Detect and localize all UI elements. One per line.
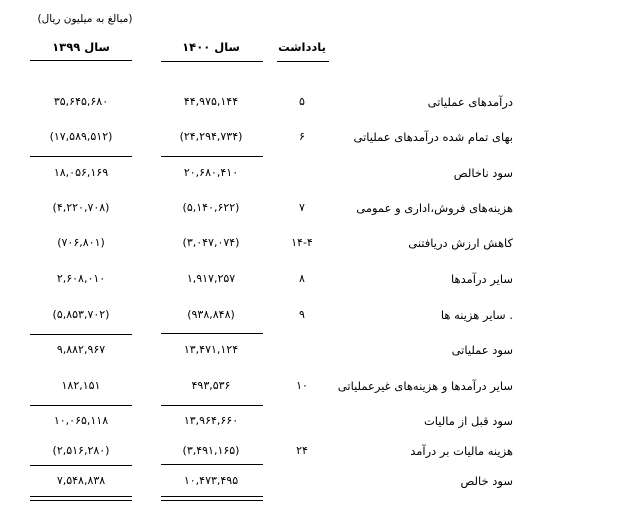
value-1400: (۵,۱۴۰,۶۲۲) [182, 201, 240, 214]
value-1400: (۳,۰۴۷,۰۷۴) [182, 236, 240, 249]
value-1399: ۹,۸۸۲,۹۶۷ [56, 343, 106, 356]
value-1400: ۱۰,۴۷۳,۴۹۵ [183, 474, 239, 487]
note-ref: ۷ [299, 201, 305, 214]
subtotal-line-1400 [161, 333, 263, 334]
table-row [0, 166, 633, 186]
note-ref: ۹ [299, 308, 305, 321]
row-label: هزینه‌های فروش،اداری و عمومی [356, 201, 513, 215]
table-row [0, 272, 633, 292]
column-header-note: یادداشت [278, 40, 326, 54]
subtotal-line-1400 [161, 405, 263, 406]
note-ref: ۱۰ [296, 379, 308, 392]
note-ref: ۱۴-۴ [291, 236, 313, 249]
table-row [0, 236, 633, 256]
row-label: درآمدهای عملیاتی [427, 95, 513, 109]
value-1399: ۱۰,۰۶۵,۱۱۸ [53, 414, 109, 427]
value-1400: ۲۰,۶۸۰,۴۱۰ [183, 166, 239, 179]
value-1400: (۲۴,۲۹۴,۷۳۴) [179, 130, 243, 143]
column-header-1399: سال ۱۳۹۹ [52, 40, 110, 54]
value-1399: (۷۰۶,۸۰۱) [57, 236, 105, 249]
row-label: سایر درآمدها [451, 272, 513, 286]
table-row [0, 130, 633, 150]
note-ref: ۲۴ [296, 444, 308, 457]
row-label: . سایر هزینه ها [440, 308, 513, 322]
row-label: کاهش ارزش دریافتنی [408, 236, 513, 250]
subtotal-line-1400 [161, 464, 263, 465]
subtotal-line-1399 [30, 156, 132, 157]
table-row [0, 343, 633, 363]
table-row [0, 474, 633, 494]
value-1399: ۱۸۲,۱۵۱ [61, 379, 101, 392]
value-1399: (۱۷,۵۸۹,۵۱۲) [49, 130, 113, 143]
table-row [0, 379, 633, 399]
value-1399: (۲,۵۱۶,۲۸۰) [52, 444, 110, 457]
value-1400: ۱,۹۱۷,۲۵۷ [186, 272, 236, 285]
table-row [0, 95, 633, 115]
table-row [0, 444, 633, 464]
column-header-1400: سال ۱۴۰۰ [182, 40, 240, 54]
table-row [0, 308, 633, 328]
value-1400: ۴۴,۹۷۵,۱۴۴ [183, 95, 239, 108]
row-label: سود عملیاتی [451, 343, 513, 357]
header-underline-1399 [30, 60, 132, 61]
value-1400: ۱۳,۴۷۱,۱۲۴ [183, 343, 239, 356]
subtotal-line-1399 [30, 334, 132, 335]
total-double-line-1400 [161, 496, 263, 501]
unit-note: (مبالغ به میلیون ریال) [37, 13, 133, 25]
value-1399: ۷,۵۴۸,۸۳۸ [56, 474, 106, 487]
subtotal-line-1399 [30, 465, 132, 466]
row-label: هزینه مالیات بر درآمد [410, 444, 513, 458]
row-label: بهای تمام شده درآمدهای عملیاتی [353, 130, 513, 144]
table-row [0, 414, 633, 434]
subtotal-line-1400 [161, 156, 263, 157]
row-label: سایر درآمدها و هزینه‌های غیرعملیاتی [337, 379, 513, 393]
note-ref: ۸ [299, 272, 305, 285]
value-1400: (۹۳۸,۸۴۸) [187, 308, 235, 321]
value-1400: (۳,۴۹۱,۱۶۵) [182, 444, 240, 457]
total-double-line-1399 [30, 496, 132, 501]
row-label: سود خالص [460, 474, 513, 488]
value-1399: ۱۸,۰۵۶,۱۶۹ [53, 166, 109, 179]
value-1399: ۲,۶۰۸,۰۱۰ [56, 272, 106, 285]
value-1399: (۴,۲۲۰,۷۰۸) [52, 201, 110, 214]
value-1399: (۵,۸۵۳,۷۰۲) [52, 308, 110, 321]
value-1400: ۱۳,۹۶۴,۶۶۰ [183, 414, 239, 427]
value-1400: ۴۹۳,۵۳۶ [191, 379, 231, 392]
subtotal-line-1399 [30, 405, 132, 406]
value-1399: ۳۵,۶۴۵,۶۸۰ [53, 95, 109, 108]
note-ref: ۶ [299, 130, 305, 143]
header-underline-1400 [161, 61, 263, 62]
row-label: سود قبل از مالیات [423, 414, 513, 428]
note-ref: ۵ [299, 95, 305, 108]
table-row [0, 201, 633, 221]
header-underline-note [277, 61, 329, 62]
row-label: سود ناخالص [453, 166, 513, 180]
